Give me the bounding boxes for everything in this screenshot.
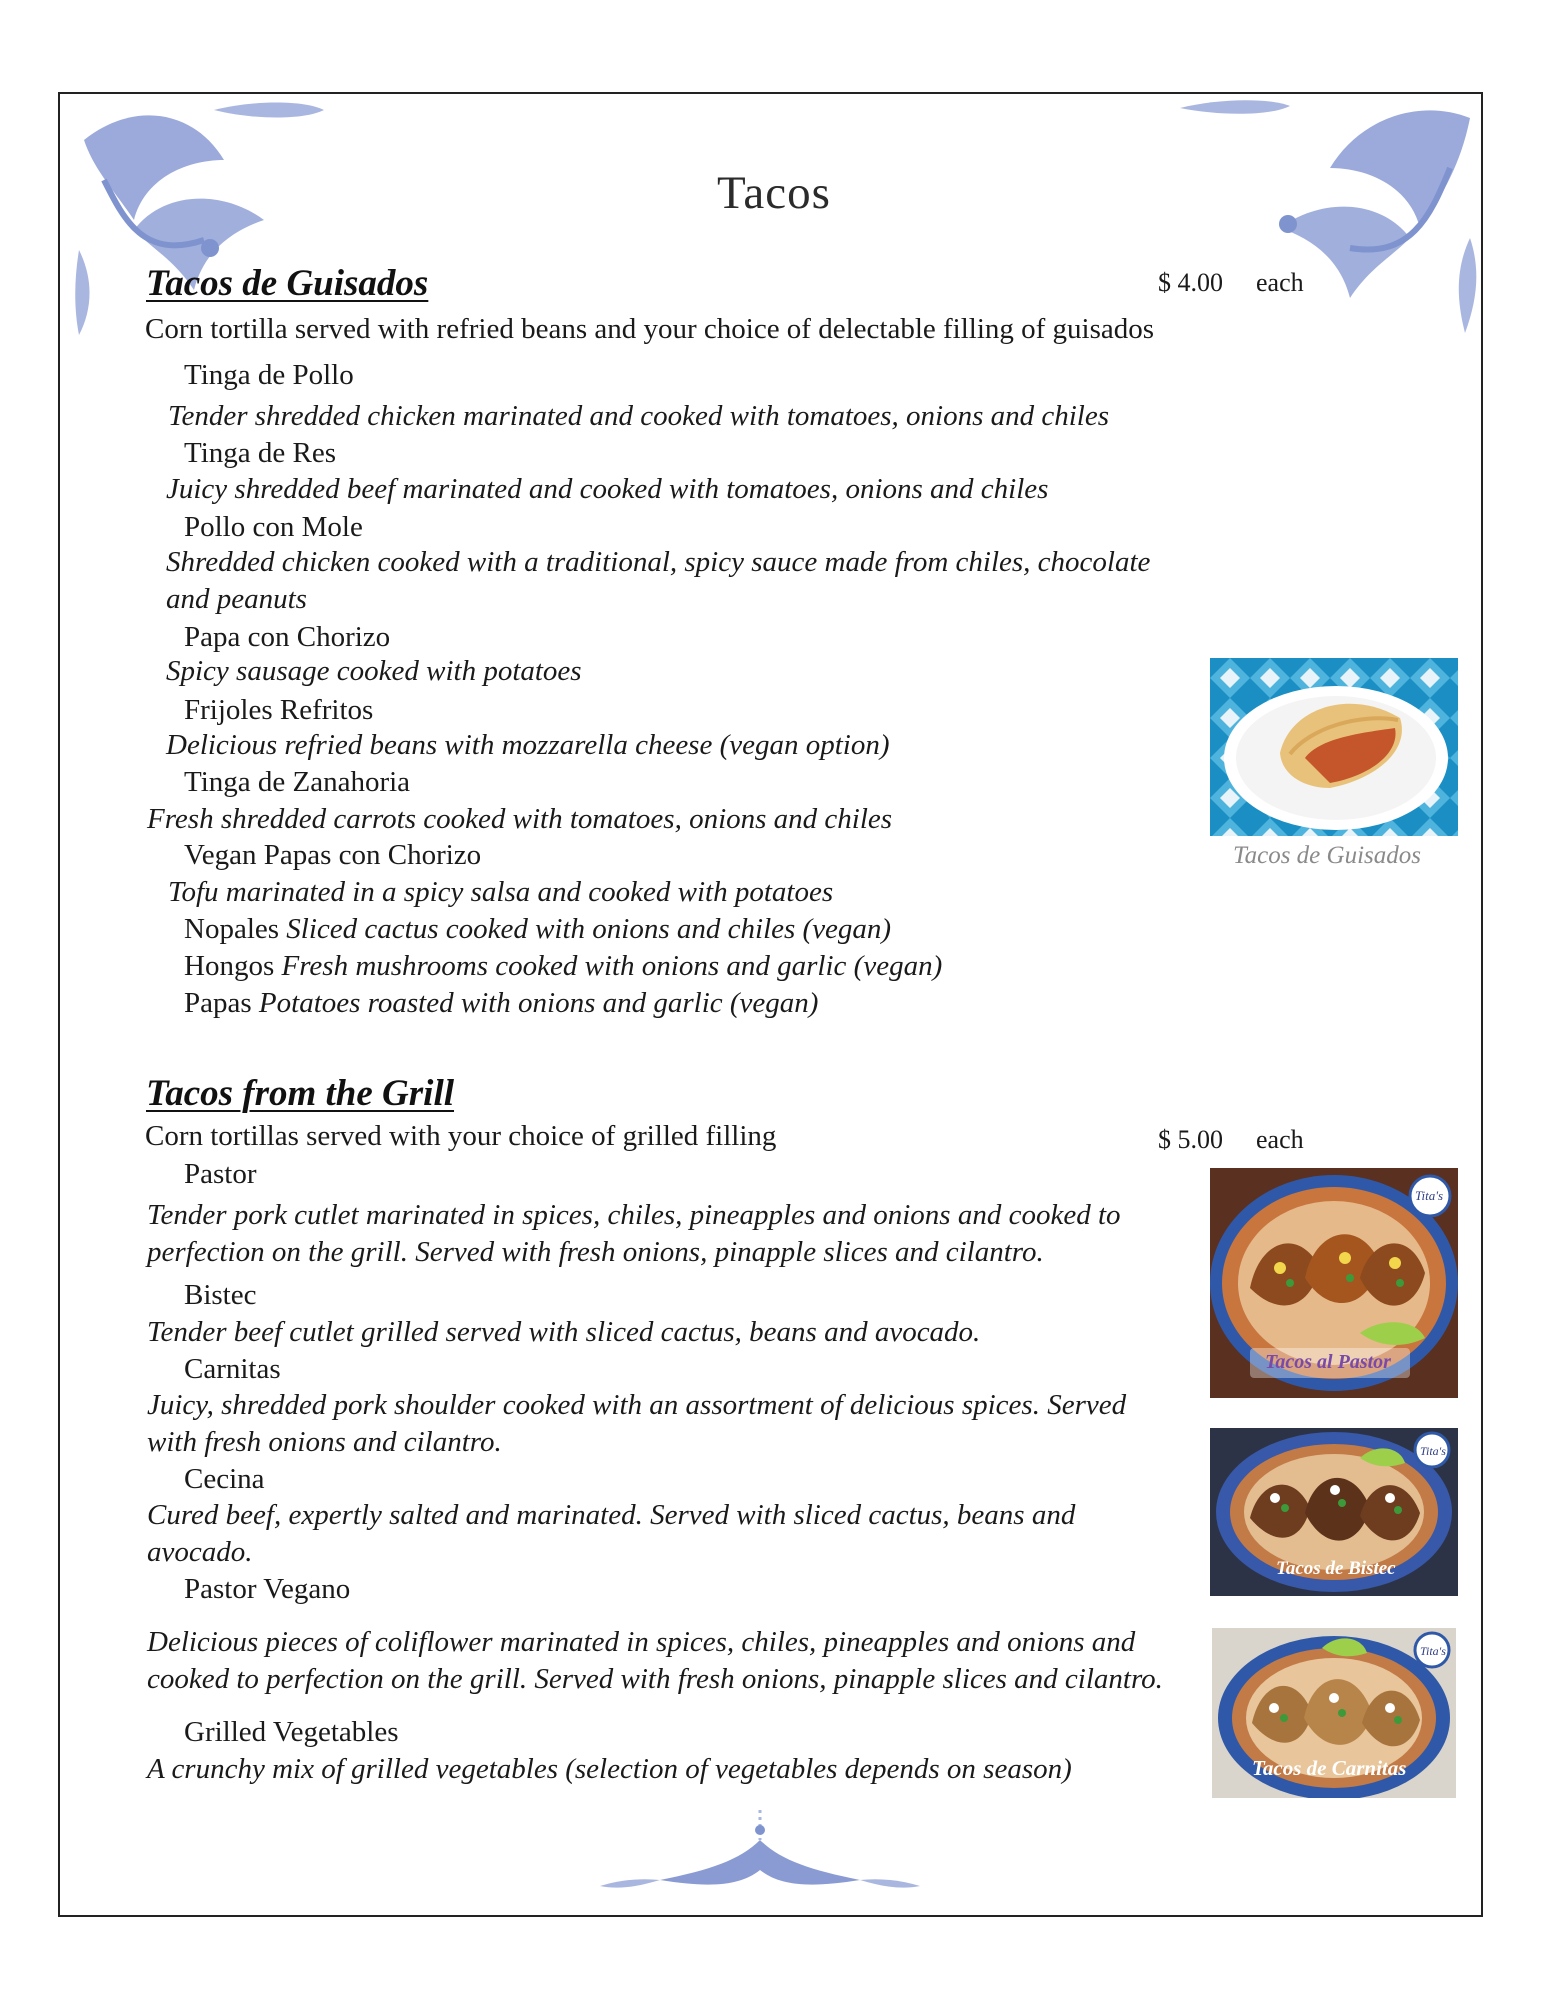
menu-item-name: Carnitas [184,1353,281,1385]
menu-item-name: Tinga de Res [184,437,336,469]
menu-item-desc: Potatoes roasted with onions and garlic (vegan) [258,987,819,1019]
menu-item-inline [184,950,942,983]
photo-badge: Tita's [1415,1188,1444,1203]
photo-badge: Tita's [1420,1644,1446,1658]
menu-item-name: Bistec [184,1279,257,1311]
menu-item-desc: Delicious pieces of coliflower marinated in spices, chiles, pineapples and onions and [147,1626,1136,1658]
guisados-price: $ 4.00 [1158,268,1223,297]
menu-item-desc: Fresh mushrooms cooked with onions and garlic (vegan) [281,950,943,982]
menu-item-desc: Fresh shredded carrots cooked with tomatoes, onions and chiles [147,803,893,835]
menu-item-name: Grilled Vegetables [184,1716,399,1748]
menu-item-desc: Tender shredded chicken marinated and cooked with tomatoes, onions and chiles [168,400,1110,432]
menu-item-desc: A crunchy mix of grilled vegetables (selection of vegetables depends on season) [147,1753,1072,1785]
menu-item-desc: Tofu marinated in a spicy salsa and cooked with potatoes [168,876,834,908]
photo-label: Tacos de Bistec [1276,1558,1396,1579]
menu-item-desc: Juicy, shredded pork shoulder cooked with an assortment of delicious spices. Served [147,1389,1127,1421]
menu-item-desc: Juicy shredded beef marinated and cooked with tomatoes, onions and chiles [166,473,1049,505]
menu-item-name: Pollo con Mole [184,511,363,543]
menu-item-name: Papas [184,987,252,1019]
floral-ornament-top-right [1180,98,1480,338]
menu-item-name: Nopales [184,913,280,945]
photo-badge: Tita's [1420,1444,1446,1458]
menu-item-name: Cecina [184,1463,265,1495]
menu-item-desc-cont: with fresh onions and cilantro. [147,1426,502,1458]
menu-item-name: Tinga de Pollo [184,359,354,391]
guisados-price-unit: each [1256,268,1304,297]
floral-ornament-bottom [600,1800,920,1896]
menu-item-name: Hongos [184,950,275,982]
photo-label: Tacos al Pastor [1265,1351,1391,1373]
section-title-grill: Tacos from the Grill [146,1073,455,1114]
menu-item-desc-cont: perfection on the grill. Served with fresh onions, pinapple slices and cilantro. [147,1236,1044,1268]
menu-item-desc: Spicy sausage cooked with potatoes [166,655,582,687]
menu-item-name: Frijoles Refritos [184,694,374,726]
tacos-al-pastor-photo [1210,1168,1458,1398]
page-title: Tacos [717,167,831,219]
menu-item-desc-cont: and peanuts [166,583,307,615]
guisados-intro: Corn tortilla served with refried beans and your choice of delectable filling of guisados [145,313,1155,345]
section-title-guisados: Tacos de Guisados [146,263,429,304]
menu-item-name: Tinga de Zanahoria [184,766,411,798]
menu-item-desc-cont: avocado. [147,1536,253,1568]
photo-label: Tacos de Carnitas [1252,1756,1407,1780]
grill-price-unit: each [1256,1125,1304,1154]
tacos-de-carnitas-photo [1212,1628,1456,1798]
menu-item-desc: Shredded chicken cooked with a traditional, spicy sauce made from chiles, chocolate [166,546,1151,578]
guisados-photo-caption: Tacos de Guisados [1233,842,1421,869]
menu-item-inline [184,987,818,1020]
menu-item-desc: Sliced cactus cooked with onions and chiles (vegan) [286,913,892,945]
menu-item-desc-cont: cooked to perfection on the grill. Served with fresh onions, pinapple slices and cilantro. [147,1663,1163,1695]
guisados-photo [1210,658,1458,836]
grill-intro: Corn tortillas served with your choice of grilled filling [145,1120,777,1152]
tacos-de-bistec-photo [1210,1428,1458,1596]
grill-price: $ 5.00 [1158,1125,1223,1154]
menu-item-name: Vegan Papas con Chorizo [184,839,482,871]
menu-item-desc: Tender beef cutlet grilled served with sliced cactus, beans and avocado. [147,1316,981,1348]
menu-item-name: Pastor [184,1158,257,1190]
menu-item-desc: Delicious refried beans with mozzarella cheese (vegan option) [166,729,890,761]
menu-item-desc: Tender pork cutlet marinated in spices, chiles, pineapples and onions and cooked to [147,1199,1121,1231]
menu-item-desc: Cured beef, expertly salted and marinated. Served with sliced cactus, beans and [147,1499,1076,1531]
menu-item-name: Pastor Vegano [184,1573,351,1605]
menu-item-inline [184,913,891,946]
menu-item-name: Papa con Chorizo [184,621,391,653]
